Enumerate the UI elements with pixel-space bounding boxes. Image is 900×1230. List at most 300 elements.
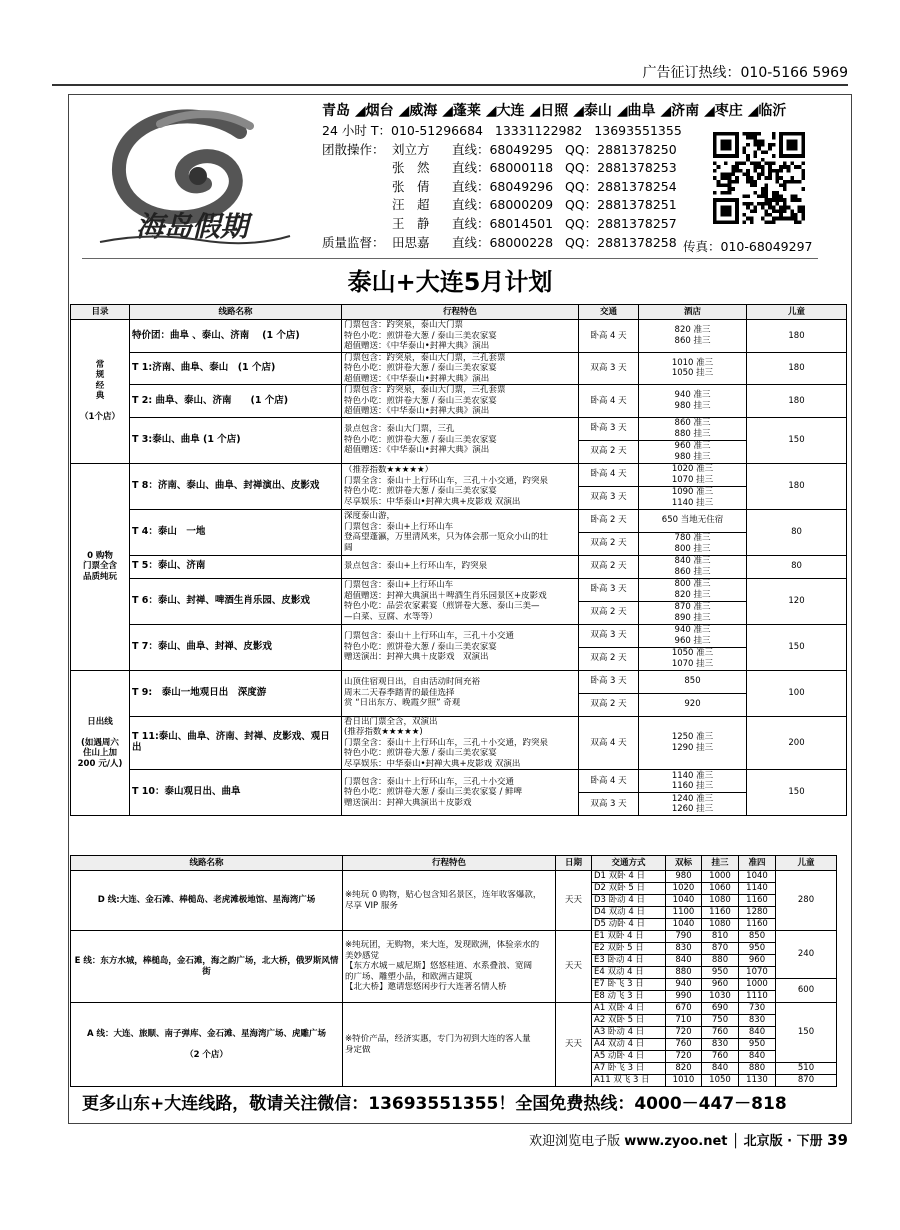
price-double: 720 — [666, 1027, 702, 1039]
contact-name: 张 倩 — [392, 178, 430, 194]
child-price: 510 — [776, 1063, 837, 1075]
transport-cell: 双高 2 天 — [579, 601, 639, 624]
child-price: 80 — [747, 509, 847, 555]
table-row — [71, 1003, 837, 1015]
table-row — [71, 871, 837, 883]
feature-line: 景点包含：泰山+上行环山车，趵突泉 — [344, 561, 488, 572]
contact-qq: QQ：2881378250 — [565, 141, 677, 157]
page-footer — [529, 1130, 848, 1149]
price-double: 990 — [666, 991, 702, 1003]
city-separator-icon: ◢ — [699, 103, 715, 119]
transport-cell: 卧高 3 天 — [579, 578, 639, 601]
hotel-price: 780 准三 800 挂三 — [639, 532, 747, 555]
contact-phone: 68000209 — [489, 197, 565, 213]
transport-cell: E3 卧动 4 日 — [592, 955, 666, 967]
feature-line: 特色小吃：品尝农家素宴（煎饼卷大葱、泰山三美— — [344, 601, 540, 611]
child-price: 150 — [776, 1003, 837, 1063]
feature-line: 门票包含：泰山＋上行环山车，三孔＋小交通 — [344, 631, 515, 642]
top-rule — [52, 84, 848, 86]
child-price: 150 — [747, 624, 847, 670]
feature-line: 看日出门票全含，双演出 — [344, 716, 438, 727]
table-header-cell: 交通 — [579, 305, 639, 320]
price-zhun4: 1040 — [739, 871, 776, 883]
contact-phone: 68000228 — [489, 234, 565, 250]
contact-row — [322, 196, 682, 215]
transport-cell: 双高 2 天 — [579, 532, 639, 555]
footer-text: 欢迎浏览电子版 — [529, 1134, 625, 1149]
hotel-price: 650 当地无住宿 — [639, 509, 747, 532]
table-header-cell: 酒店 — [639, 305, 747, 320]
city-item: 威海 — [409, 103, 438, 119]
feature-line: 门票包含：泰山+上行环山车 — [344, 580, 454, 590]
feature-line: 的广场、雕塑小品，和欧洲古建筑 — [345, 971, 473, 982]
hotel-price: 1240 准三 1260 挂三 — [639, 793, 747, 816]
hotel-price: 840 准三 860 挂三 — [639, 555, 747, 578]
city-separator-icon: ◢ — [611, 103, 628, 119]
child-price: 80 — [747, 555, 847, 578]
feature-line: 门票包含：趵突泉，泰山大门票，三孔套票 — [344, 352, 506, 363]
transport-cell: D5 动卧 4 日 — [592, 919, 666, 931]
feature-line: 门票包含：趵突泉，泰山大门票 — [344, 320, 464, 330]
feature-line: 门票包含：泰山+上行环山车 — [344, 521, 454, 532]
hotel-price: 940 准三 980 挂三 — [639, 385, 747, 418]
table-header-cell: 日期 — [556, 856, 592, 871]
table-row — [71, 509, 847, 532]
contact-name: 刘立方 — [392, 141, 430, 157]
route-name: T 7：泰山、曲阜、封禅、皮影戏 — [130, 624, 342, 670]
route-features — [342, 624, 579, 670]
contact-role: 团散操作： — [322, 141, 385, 157]
feature-line: 山顶住宿观日出，自由活动时间充裕 — [344, 677, 481, 688]
contact-row — [322, 159, 682, 178]
route-features — [342, 770, 579, 816]
bottom-promo: 更多山东+大连线路，敬请关注微信：13693551355！全国免费热线：4000－447－818 — [82, 1094, 787, 1114]
date-cell: 天天 — [556, 871, 592, 931]
ad-hotline: 广告征订热线：010-5166 5969 — [642, 65, 848, 81]
transport-cell: A3 卧动 4 日 — [592, 1027, 666, 1039]
price-gua3: 950 — [702, 967, 739, 979]
price-gua3: 810 — [702, 931, 739, 943]
contact-line-label: 直线： — [444, 178, 490, 194]
feature-line: ※特价产品，经济实惠，专门为初到大连的客人量 — [345, 1034, 531, 1044]
table-header-cell: 线路名称 — [130, 305, 342, 320]
feature-line: —白菜、豆腐、水等等） — [344, 611, 438, 622]
table-row — [71, 320, 847, 353]
route-features — [342, 320, 579, 353]
table-row — [71, 770, 847, 793]
transport-cell: 卧高 2 天 — [579, 509, 639, 532]
city-separator-icon: ◢ — [393, 103, 410, 119]
contact-line-label: 直线： — [444, 160, 490, 176]
feature-line: 身定做 — [345, 1044, 371, 1055]
category-cell: 日出线 (如遇周六 住山上加 200 元/人) — [71, 670, 130, 816]
transport-cell: A11 双飞 3 日 — [592, 1075, 666, 1087]
price-gua3: 750 — [702, 1015, 739, 1027]
feature-line: 门票包含：泰山＋上行环山车，三孔＋小交通 — [344, 776, 515, 787]
route-name: T 3:泰山、曲阜 (1 个店) — [130, 417, 342, 463]
child-price: 280 — [776, 871, 837, 931]
price-zhun4: 1140 — [739, 883, 776, 895]
swirl-logo-icon — [119, 114, 250, 217]
table-row — [71, 417, 847, 440]
child-price: 200 — [747, 716, 847, 770]
city-item: 临沂 — [758, 103, 787, 119]
route-name: T 5：泰山、济南 — [130, 555, 342, 578]
route-features — [342, 463, 579, 509]
price-gua3: 1160 — [702, 907, 739, 919]
feature-line: 门票全含：泰山＋上行环山车，三孔＋小交通，趵突泉 — [344, 475, 549, 486]
feature-line: 特色小吃：煎饼卷大葱 / 泰山三美农家宴 — [344, 748, 497, 758]
transport-cell: A2 双卧 5 日 — [592, 1015, 666, 1027]
transport-cell: 卧高 4 天 — [579, 385, 639, 418]
hotel-price: 920 — [639, 693, 747, 716]
child-price: 180 — [747, 320, 847, 353]
price-zhun4: 1110 — [739, 991, 776, 1003]
transport-cell: 双高 3 天 — [579, 793, 639, 816]
transport-cell: 双高 2 天 — [579, 555, 639, 578]
price-gua3: 880 — [702, 955, 739, 967]
table-row — [71, 716, 847, 770]
table-header-cell: 目录 — [71, 305, 130, 320]
city-separator-icon: ◢ — [742, 103, 759, 119]
hotel-price: 860 准三 880 挂三 — [639, 417, 747, 440]
transport-cell: 卧高 4 天 — [579, 320, 639, 353]
header-separator — [82, 258, 818, 259]
contact-line-label: 直线： — [444, 197, 490, 213]
table-header-cell: 儿童 — [747, 305, 847, 320]
feature-line: 门票包含：趵突泉，泰山大门票，三孔套票 — [344, 385, 506, 395]
price-gua3: 840 — [702, 1063, 739, 1075]
hotel-price: 960 准三 980 挂三 — [639, 440, 747, 463]
transport-cell: E1 双卧 4 日 — [592, 931, 666, 943]
feature-line: 赠送演出：封禅大典＋皮影戏 双演出 — [344, 652, 489, 663]
route-features — [342, 670, 579, 716]
route-features — [342, 352, 579, 385]
route-name: 特价团：曲阜 、泰山、济南 (1 个店) — [130, 320, 342, 353]
feature-line: 深度泰山游， — [344, 511, 396, 521]
haidao-logo — [90, 104, 295, 249]
route-features — [342, 509, 579, 555]
route-name: T 11:泰山、曲阜、济南、封禅、皮影戏、观日出 — [130, 716, 342, 770]
route-name: T 10：泰山观日出、曲阜 — [130, 770, 342, 816]
price-double: 710 — [666, 1015, 702, 1027]
price-gua3: 960 — [702, 979, 739, 991]
child-price: 180 — [747, 385, 847, 418]
route-features — [342, 716, 579, 770]
price-double: 1010 — [666, 1075, 702, 1087]
child-price: 150 — [747, 417, 847, 463]
feature-line: 尽享娱乐：中华泰山•封禅大典+皮影戏 双演出 — [344, 496, 521, 507]
feature-line: 登高望蓬瀛，万里清风来，只为体会那一览众小山的壮 — [344, 532, 549, 542]
route-name: A 线：大连、旅顺、南子弹库、金石滩、星海湾广场、虎雕广场 （2 个店） — [71, 1003, 343, 1087]
city-separator-icon: ◢ — [480, 103, 497, 119]
contact-name: 张 然 — [392, 160, 430, 176]
city-separator-icon: ◢ — [437, 103, 453, 119]
transport-cell: 双高 2 天 — [579, 647, 639, 670]
city-item: 烟台 — [365, 103, 394, 119]
price-double: 980 — [666, 871, 702, 883]
feature-line: 特色小吃：煎饼卷大葱 / 泰山三美农家宴 — [344, 330, 497, 341]
price-gua3: 1000 — [702, 871, 739, 883]
city-separator-icon: ◢ — [655, 103, 672, 119]
date-cell: 天天 — [556, 931, 592, 1003]
hotel-price: 940 准三 960 挂三 — [639, 624, 747, 647]
price-zhun4: 1000 — [739, 979, 776, 991]
transport-cell: 双高 3 天 — [579, 352, 639, 385]
transport-cell: E2 双卧 5 日 — [592, 943, 666, 955]
price-double: 720 — [666, 1051, 702, 1063]
transport-cell: E8 动飞 3 日 — [592, 991, 666, 1003]
city-item: 曲阜 — [627, 103, 656, 119]
price-gua3: 1080 — [702, 919, 739, 931]
child-price: 240 — [776, 931, 837, 979]
contact-name: 田思嘉 — [392, 234, 430, 250]
feature-line: 特色小吃：煎饼卷大葱 / 泰山三美农家宴 / 鲜啤 — [344, 787, 523, 798]
hotel-price: 800 准三 820 挂三 — [639, 578, 747, 601]
price-gua3: 1080 — [702, 895, 739, 907]
category-cell: 0 购物 门票全含 品质纯玩 — [71, 463, 130, 670]
route-name: D 线:大连、金石滩、棒槌岛、老虎滩极地馆、星海湾广场 — [71, 871, 343, 931]
contact-name: 王 静 — [392, 215, 430, 231]
transport-cell: D4 双动 4 日 — [592, 907, 666, 919]
plan-title: 泰山+大连5月计划 — [347, 268, 553, 296]
contact-qq: QQ：2881378254 — [565, 178, 677, 194]
transport-cell: D2 双卧 5 日 — [592, 883, 666, 895]
city-list — [322, 100, 786, 120]
route-name: T 2: 曲阜、泰山、济南 (1 个店) — [130, 385, 342, 418]
price-gua3: 1030 — [702, 991, 739, 1003]
table-row — [71, 670, 847, 693]
contact-role: 质量监督： — [322, 234, 385, 250]
feature-line: 超值赠送：《中华泰山•封禅大典》演出 — [344, 341, 490, 351]
transport-cell: 卧高 3 天 — [579, 417, 639, 440]
contact-line-label: 直线： — [444, 215, 490, 231]
hotline-24h: 24 小时 T：010-51296684 13331122982 13693551355 — [322, 123, 682, 138]
date-cell: 天天 — [556, 1003, 592, 1087]
route-features — [342, 555, 579, 578]
table-row — [71, 555, 847, 578]
route-features — [343, 931, 556, 1003]
price-double: 670 — [666, 1003, 702, 1015]
feature-line: 阔 — [344, 542, 353, 553]
route-features — [342, 578, 579, 624]
table-row — [71, 385, 847, 418]
contact-phone: 68049295 — [489, 141, 565, 157]
price-double: 840 — [666, 955, 702, 967]
table-row — [71, 624, 847, 647]
city-item: 青岛 — [322, 103, 350, 119]
transport-cell: 卧高 4 天 — [579, 770, 639, 793]
contact-qq: QQ：2881378253 — [565, 160, 677, 176]
transport-cell: A7 卧飞 3 日 — [592, 1063, 666, 1075]
hotel-price: 1250 准三 1290 挂三 — [639, 716, 747, 770]
transport-cell: 双高 4 天 — [579, 716, 639, 770]
route-features — [343, 1003, 556, 1087]
price-zhun4: 840 — [739, 1051, 776, 1063]
feature-line: ※纯玩团，无购物，来大连，发现欧洲，体验亲水的 — [345, 940, 540, 951]
footer-website-link[interactable]: www.zyoo.net — [624, 1134, 728, 1149]
price-zhun4: 1280 — [739, 907, 776, 919]
transport-cell: 双高 3 天 — [579, 486, 639, 509]
hotel-price: 1140 准三 1160 挂三 — [639, 770, 747, 793]
table-row — [71, 352, 847, 385]
city-item: 蓬莱 — [452, 103, 481, 119]
route-name: T 8：济南、泰山、曲阜、封禅演出、皮影戏 — [130, 463, 342, 509]
price-double: 1020 — [666, 883, 702, 895]
contact-phone: 68000118 — [489, 160, 565, 176]
contact-phone: 68014501 — [489, 215, 565, 231]
page-number: 39 — [827, 1131, 848, 1149]
child-price: 870 — [776, 1075, 837, 1087]
city-item: 日照 — [540, 103, 569, 119]
feature-line: 超值赠送：《中华泰山•封禅大典》演出 — [344, 373, 490, 384]
route-features — [342, 385, 579, 418]
price-zhun4: 960 — [739, 955, 776, 967]
price-double: 880 — [666, 967, 702, 979]
price-double: 760 — [666, 1039, 702, 1051]
feature-line: (推荐指数★★★★★) — [344, 727, 423, 737]
table-header-cell: 儿童 — [776, 856, 837, 871]
contact-phone: 68049296 — [489, 178, 565, 194]
table-header-cell: 双标 — [666, 856, 702, 871]
feature-line: 超值赠送：封禅大典演出＋啤酒生肖乐园景区+皮影戏 — [344, 590, 547, 601]
transport-cell: A5 动卧 4 日 — [592, 1051, 666, 1063]
price-zhun4: 840 — [739, 1027, 776, 1039]
contact-row — [322, 234, 682, 253]
city-separator-icon: ◢ — [524, 103, 541, 119]
city-item: 泰山 — [583, 103, 612, 119]
price-double: 940 — [666, 979, 702, 991]
child-price: 180 — [747, 463, 847, 509]
table-header-cell: 交通方式 — [592, 856, 666, 871]
price-gua3: 1050 — [702, 1075, 739, 1087]
feature-line: 赏 “日出东方、晚霞夕照” 奇观 — [344, 698, 461, 709]
feature-line: 门票全含：泰山＋上行环山车，三孔＋小交通，趵突泉 — [344, 737, 549, 748]
hotel-price: 850 — [639, 670, 747, 693]
price-zhun4: 830 — [739, 1015, 776, 1027]
footer-edition: 北京版 · 下册 — [743, 1134, 828, 1149]
price-zhun4: 1130 — [739, 1075, 776, 1087]
route-name: T 4：泰山 一地 — [130, 509, 342, 555]
feature-line: 尽享 VIP 服务 — [345, 900, 398, 911]
price-zhun4: 1160 — [739, 895, 776, 907]
feature-line: 特色小吃：煎饼卷大葱 / 泰山三美农家宴 — [344, 434, 497, 445]
table-row — [71, 931, 837, 943]
table-header-cell: 准四 — [739, 856, 776, 871]
feature-line: 尽享娱乐：中华泰山•封禅大典+皮影戏 双演出 — [344, 758, 521, 769]
fax: 传真：010-68049297 — [683, 239, 813, 254]
category-cell: 常 规 经 典 （1个店） — [71, 320, 130, 464]
price-gua3: 760 — [702, 1051, 739, 1063]
feature-line: 周末二天春季踏青的最佳选择 — [344, 687, 455, 698]
child-price: 120 — [747, 578, 847, 624]
price-double: 1040 — [666, 919, 702, 931]
contact-row — [322, 215, 682, 234]
feature-line: 特色小吃：煎饼卷大葱 / 泰山三美农家宴 — [344, 486, 497, 496]
contact-name: 汪 超 — [392, 197, 430, 213]
feature-line: 超值赠送：《中华泰山•封禅大典》演出 — [344, 445, 490, 456]
dalian-routes-table — [70, 855, 837, 1087]
transport-cell: E7 卧飞 3 日 — [592, 979, 666, 991]
feature-line: 美妙感觉 — [345, 950, 380, 961]
transport-cell: A1 双卧 4 日 — [592, 1003, 666, 1015]
transport-cell: 双高 3 天 — [579, 624, 639, 647]
price-double: 1040 — [666, 895, 702, 907]
qr-code-icon[interactable] — [713, 132, 805, 224]
contact-row — [322, 141, 682, 160]
table-header-cell: 行程特色 — [343, 856, 556, 871]
feature-line: 特色小吃：煎饼卷大葱 / 泰山三美农家宴 — [344, 363, 497, 373]
price-zhun4: 1070 — [739, 967, 776, 979]
price-zhun4: 950 — [739, 1039, 776, 1051]
feature-line: 【东方水城－威尼斯】悠悠桂道、水系叠浪、宽阔 — [345, 961, 533, 972]
route-features — [342, 417, 579, 463]
contact-line-label: 直线： — [444, 234, 490, 250]
route-name: T 1:济南、曲阜、泰山 (1 个店) — [130, 352, 342, 385]
contact-qq: QQ：2881378257 — [565, 215, 677, 231]
contacts-block — [322, 122, 682, 252]
price-double: 830 — [666, 943, 702, 955]
transport-cell: E4 双动 4 日 — [592, 967, 666, 979]
hotel-price: 1010 准三 1050 挂三 — [639, 352, 747, 385]
feature-line: 【北大桥】邀请您悠闲步行大连著名情人桥 — [345, 982, 507, 993]
price-gua3: 830 — [702, 1039, 739, 1051]
table-row — [71, 463, 847, 486]
transport-cell: 卧高 4 天 — [579, 463, 639, 486]
price-gua3: 760 — [702, 1027, 739, 1039]
feature-line: ※纯玩 0 购物，贴心包含知名景区，连年收客爆款， — [345, 890, 542, 900]
table-row — [71, 578, 847, 601]
child-price: 100 — [747, 670, 847, 716]
hotel-price: 870 准三 890 挂三 — [639, 601, 747, 624]
route-name: T 6：泰山、封禅、啤酒生肖乐园、皮影戏 — [130, 578, 342, 624]
child-price: 150 — [747, 770, 847, 816]
transport-cell: D3 卧动 4 日 — [592, 895, 666, 907]
city-separator-icon: ◢ — [350, 103, 366, 119]
price-double: 1100 — [666, 907, 702, 919]
feature-line: （推荐指数★★★★★） — [344, 465, 434, 475]
footer-sep: │ — [727, 1134, 744, 1149]
city-item: 枣庄 — [714, 103, 743, 119]
hotel-price: 1090 准三 1140 挂三 — [639, 486, 747, 509]
child-price: 180 — [747, 352, 847, 385]
price-double: 790 — [666, 931, 702, 943]
table-header-cell: 线路名称 — [71, 856, 343, 871]
price-zhun4: 1160 — [739, 919, 776, 931]
hotel-price: 1020 准三 1070 挂三 — [639, 463, 747, 486]
price-zhun4: 850 — [739, 931, 776, 943]
price-gua3: 690 — [702, 1003, 739, 1015]
price-zhun4: 730 — [739, 1003, 776, 1015]
route-name: T 9: 泰山一地观日出 深度游 — [130, 670, 342, 716]
feature-line: 超值赠送：《中华泰山•封禅大典》演出 — [344, 406, 490, 416]
city-item: 济南 — [671, 103, 700, 119]
feature-line: 景点包含：泰山大门票，三孔 — [344, 424, 455, 435]
brand-text: 海岛假期 — [135, 210, 249, 243]
route-name: E 线：东方水城，棒槌岛，金石滩，海之韵广场，北大桥，俄罗斯风情街 — [71, 931, 343, 1003]
price-zhun4: 880 — [739, 1063, 776, 1075]
transport-cell: A4 双动 4 日 — [592, 1039, 666, 1051]
feature-line: 特色小吃：煎饼卷大葱 / 泰山三美农家宴 — [344, 395, 497, 406]
contact-qq: QQ：2881378251 — [565, 197, 677, 213]
hotel-price: 820 准三 860 挂三 — [639, 320, 747, 353]
price-zhun4: 950 — [739, 943, 776, 955]
price-gua3: 1060 — [702, 883, 739, 895]
price-gua3: 870 — [702, 943, 739, 955]
city-item: 大连 — [496, 103, 525, 119]
price-double: 820 — [666, 1063, 702, 1075]
table-header-cell: 挂三 — [702, 856, 739, 871]
